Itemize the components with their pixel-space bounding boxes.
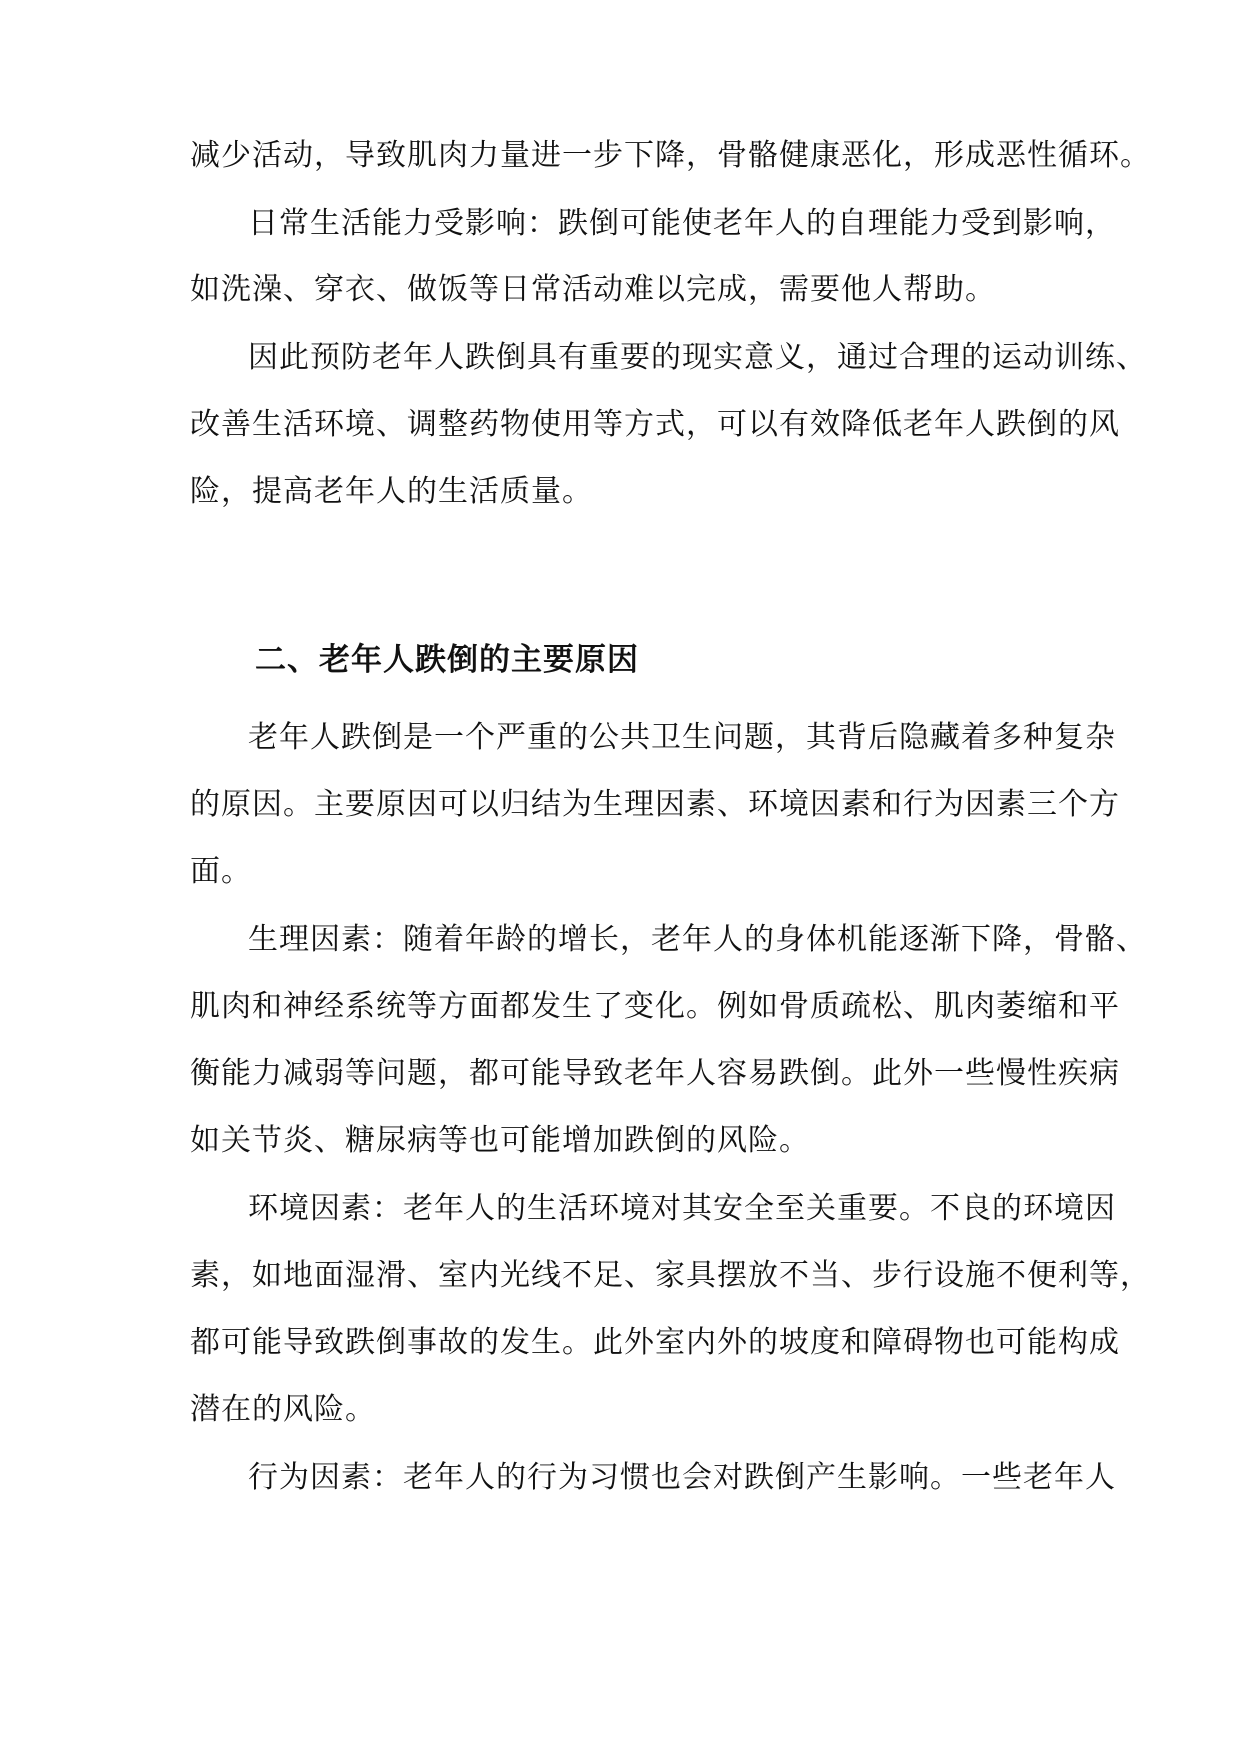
body-text-line: 险，提高老年人的生活质量。 [190, 474, 593, 509]
body-text-line: 潜在的风险。 [190, 1392, 376, 1427]
body-text-line: 改善生活环境、调整药物使用等方式，可以有效降低老年人跌倒的风 [190, 407, 1120, 442]
body-text-line: 日常生活能力受影响：跌倒可能使老年人的自理能力受到影响， [248, 206, 1116, 241]
body-text-line: 肌肉和神经系统等方面都发生了变化。例如骨质疏松、肌肉萎缩和平 [190, 989, 1120, 1024]
body-text-line: 如洗澡、穿衣、做饭等日常活动难以完成，需要他人帮助。 [190, 272, 996, 307]
body-text-line: 环境因素：老年人的生活环境对其安全至关重要。不良的环境因 [248, 1191, 1116, 1226]
body-text-line: 因此预防老年人跌倒具有重要的现实意义，通过合理的运动训练、 [248, 340, 1147, 375]
section-heading: 二、老年人跌倒的主要原因 [255, 642, 639, 678]
body-text-line: 都可能导致跌倒事故的发生。此外室内外的坡度和障碍物也可能构成 [190, 1325, 1120, 1360]
body-text-line: 如关节炎、糖尿病等也可能增加跌倒的风险。 [190, 1123, 810, 1158]
body-text-line: 面。 [190, 854, 252, 889]
body-text-line: 行为因素：老年人的行为习惯也会对跌倒产生影响。一些老年人 [248, 1460, 1116, 1495]
body-text-line: 老年人跌倒是一个严重的公共卫生问题，其背后隐藏着多种复杂 [248, 720, 1116, 755]
body-text-line: 衡能力减弱等问题，都可能导致老年人容易跌倒。此外一些慢性疾病 [190, 1056, 1120, 1091]
body-text-line: 素，如地面湿滑、室内光线不足、家具摆放不当、步行设施不便利等， [190, 1258, 1151, 1293]
body-text-line: 生理因素：随着年龄的增长，老年人的身体机能逐渐下降，骨骼、 [248, 922, 1147, 957]
body-text-line: 的原因。主要原因可以归结为生理因素、环境因素和行为因素三个方 [190, 787, 1120, 822]
body-text-line: 减少活动，导致肌肉力量进一步下降，骨骼健康恶化，形成恶性循环。 [190, 138, 1151, 173]
